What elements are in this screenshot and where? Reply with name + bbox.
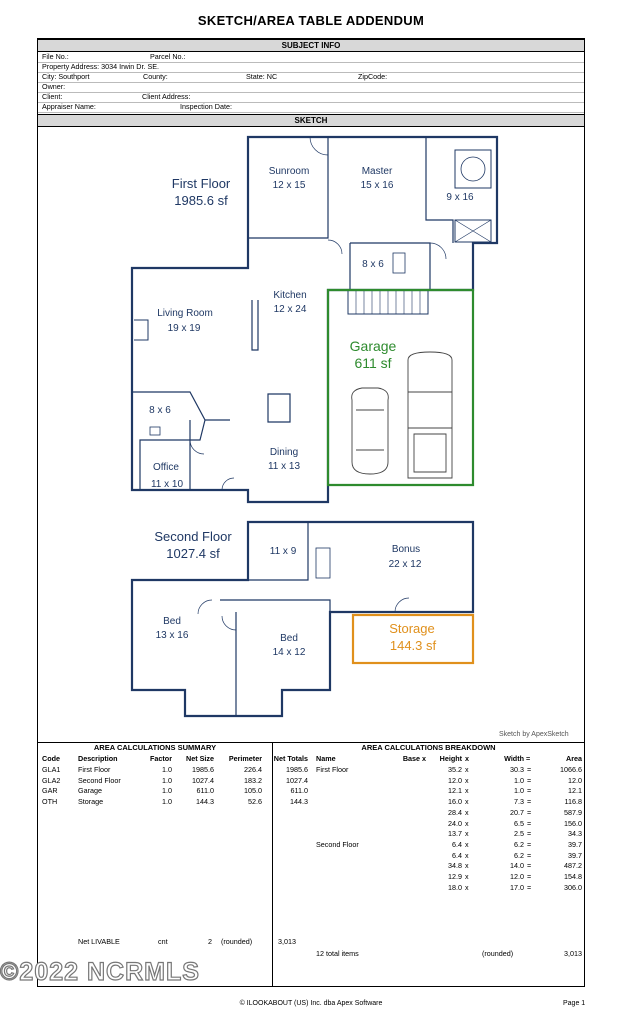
breakdown-eq: = [527, 839, 532, 849]
breakdown-height: 18.0 [448, 882, 462, 892]
summary-cell: GLA2 [42, 775, 61, 785]
summary-col-header: Perimeter [228, 754, 262, 763]
summary-cell: 105.0 [244, 786, 262, 796]
breakdown-height: 12.0 [448, 775, 462, 785]
summary-cell: Garage [78, 786, 102, 796]
office-label: Office [153, 462, 179, 473]
breakdown-x: x [465, 861, 469, 871]
breakdown-eq: = [527, 807, 532, 817]
summary-header: AREA CALCULATIONS SUMMARY [93, 743, 217, 752]
breakdown-width: 17.0 [510, 882, 524, 892]
breakdown-eq: = [527, 829, 532, 839]
bed2-dim: 14 x 12 [272, 647, 306, 658]
summary-cell: Second Floor [78, 775, 121, 785]
breakdown-col-header: x [465, 754, 469, 763]
breakdown-x: x [465, 786, 469, 796]
office-dim: 11 x 10 [150, 479, 184, 490]
client: Client: [42, 92, 63, 101]
first-floor-area: 1985.6 sf [174, 193, 228, 208]
breakdown-width: 14.0 [510, 861, 524, 871]
breakdown-x: x [465, 765, 469, 774]
breakdown-col-header: = [526, 754, 531, 763]
first-floor-title: First Floor [171, 176, 231, 191]
summary-cell: 1.0 [162, 786, 172, 796]
dining-dim: 11 x 13 [267, 461, 301, 472]
garage-area: 611 sf [354, 355, 392, 371]
page-title: SKETCH/AREA TABLE ADDENDUM [197, 13, 425, 28]
master-dim: 15 x 16 [360, 180, 394, 191]
bed1-label: Bed [163, 616, 181, 627]
summary-cell: First Floor [78, 765, 111, 774]
breakdown-height: 28.4 [448, 807, 462, 817]
breakdown-x: x [465, 818, 469, 828]
summary-col-header: Description [78, 754, 118, 763]
breakdown-x: x [465, 829, 469, 839]
client-address: Client Address: [142, 92, 191, 101]
breakdown-eq: = [527, 775, 532, 785]
breakdown-height: 16.0 [448, 797, 462, 807]
inspection-date: Inspection Date: [180, 102, 232, 111]
master-bath-dim: 9 x 16 [446, 192, 474, 203]
parcel-no: Parcel No.: [150, 52, 186, 61]
breakdown-x: x [465, 839, 469, 849]
summary-cell: 52.6 [248, 797, 262, 807]
breakdown-area: 154.8 [564, 872, 582, 881]
file-no: File No.: [42, 52, 69, 61]
breakdown-name: First Floor [316, 765, 349, 774]
net-livable-count: 2 [208, 937, 212, 946]
summary-col-header: Net Totals [273, 754, 308, 763]
summary-col-header: Code [42, 754, 60, 763]
breakdown-col-header: Base x [402, 754, 426, 763]
toilet [150, 427, 160, 435]
net-livable-total: 3,013 [278, 937, 296, 946]
laundry-appliance [393, 253, 405, 273]
breakdown-col-header: Name [316, 754, 336, 763]
breakdown-width: 6.2 [514, 850, 524, 860]
living-room-label: Living Room [157, 308, 213, 319]
breakdown-eq: = [527, 861, 532, 871]
breakdown-width: 1.0 [514, 775, 524, 785]
breakdown-height: 34.8 [448, 861, 462, 871]
sunroom-dim: 12 x 15 [272, 180, 306, 191]
breakdown-x: x [465, 797, 469, 807]
info-row-6 [38, 102, 584, 113]
breakdown-height: 24.0 [448, 818, 462, 828]
second-floor-title: Second Floor [154, 529, 232, 544]
breakdown-eq: = [527, 818, 532, 828]
summary-cell: OTH [42, 797, 58, 807]
bed1-dim: 13 x 16 [155, 630, 189, 641]
breakdown-area: 12.0 [568, 775, 582, 785]
breakdown-width: 7.3 [514, 797, 524, 807]
summary-col-header: Factor [150, 754, 172, 763]
breakdown-width: 2.5 [514, 829, 524, 839]
breakdown-area: 34.3 [568, 829, 582, 839]
city: City: Southport [42, 72, 90, 81]
property-address: Property Address: 3034 Irwin Dr. SE. [42, 62, 160, 71]
breakdown-col-header: Area [566, 754, 582, 763]
breakdown-width: 6.5 [514, 818, 524, 828]
net-livable-cnt: cnt [158, 937, 168, 946]
living-room-dim: 19 x 19 [167, 323, 201, 334]
summary-cell: 611.0 [196, 786, 214, 796]
master-label: Master [361, 166, 393, 177]
breakdown-x: x [465, 807, 469, 817]
summary-cell: 1985.6 [286, 765, 308, 774]
floor-plan-sketch [38, 127, 584, 741]
zipcode: ZipCode: [358, 72, 388, 81]
breakdown-area: 12.1 [568, 786, 582, 796]
half-bath-dim: 8 x 6 [149, 405, 171, 416]
breakdown-x: x [465, 882, 469, 892]
sunroom-label: Sunroom [268, 166, 310, 177]
breakdown-col-header: Width [504, 754, 524, 763]
bath2-dim: 11 x 9 [269, 546, 297, 557]
breakdown-area: 39.7 [568, 839, 582, 849]
summary-cell: GLA1 [42, 765, 61, 774]
appraiser-name: Appraiser Name: [42, 102, 96, 111]
breakdown-x: x [465, 872, 469, 881]
breakdown-width: 30.3 [510, 765, 524, 774]
summary-cell: Storage [78, 797, 104, 807]
breakdown-eq: = [527, 882, 532, 892]
first-floor-outline [132, 137, 497, 502]
net-livable-label: Net LIVABLE [78, 937, 120, 946]
breakdown-width: 6.2 [514, 839, 524, 849]
storage-title: Storage [389, 621, 435, 636]
breakdown-height: 6.4 [452, 850, 462, 860]
summary-cell: 144.3 [196, 797, 214, 807]
summary-cell: GAR [42, 786, 58, 796]
second-floor-area: 1027.4 sf [166, 546, 220, 561]
office-wall [190, 420, 230, 490]
breakdown-x: x [465, 775, 469, 785]
breakdown-eq: = [527, 765, 532, 774]
kitchen-dim: 12 x 24 [273, 304, 307, 315]
net-livable-rounded: (rounded) [221, 937, 253, 946]
breakdown-header: AREA CALCULATIONS BREAKDOWN [361, 743, 496, 752]
breakdown-area: 156.0 [564, 818, 582, 828]
kitchen-label: Kitchen [273, 290, 307, 301]
total-items: 12 total items [316, 949, 359, 958]
breakdown-eq: = [527, 797, 532, 807]
breakdown-name: Second Floor [316, 839, 359, 849]
breakdown-area: 487.2 [564, 861, 582, 871]
breakdown-eq: = [527, 786, 532, 796]
summary-cell: 226.4 [244, 765, 262, 774]
master-bath-wall [426, 137, 453, 243]
breakdown-height: 12.1 [448, 786, 462, 796]
storage-area: 144.3 sf [389, 638, 437, 653]
fireplace [134, 320, 148, 340]
summary-cell: 1.0 [162, 775, 172, 785]
breakdown-area: 306.0 [564, 882, 582, 892]
breakdown-area: 587.9 [564, 807, 582, 817]
breakdown-eq: = [527, 872, 532, 881]
summary-cell: 1027.4 [286, 775, 308, 785]
breakdown-height: 6.4 [452, 839, 462, 849]
owner: Owner: [42, 82, 66, 91]
summary-cell: 1985.6 [192, 765, 214, 774]
breakdown-total: 3,013 [564, 949, 582, 958]
truck-icon [408, 352, 452, 478]
sketch-header: SKETCH [38, 114, 584, 127]
dining-label: Dining [269, 447, 299, 458]
summary-cell: 1.0 [162, 765, 172, 774]
kitchen-counter [252, 300, 258, 350]
garage-title: Garage [349, 338, 397, 354]
watermark: ©2022 NCRMLS [0, 958, 200, 986]
breakdown-height: 35.2 [448, 765, 462, 774]
county: County: [143, 72, 168, 81]
upstairs-tub [316, 548, 330, 578]
breakdown-width: 12.0 [510, 872, 524, 881]
summary-cell: 611.0 [290, 786, 308, 796]
summary-cell: 183.2 [244, 775, 262, 785]
summary-cell: 1.0 [162, 797, 172, 807]
copyright: © ILOOKABOUT (US) Inc. dba Apex Software [239, 1000, 383, 1007]
breakdown-area: 39.7 [568, 850, 582, 860]
breakdown-rounded: (rounded) [482, 949, 514, 958]
breakdown-area: 1066.6 [560, 765, 582, 774]
breakdown-width: 20.7 [510, 807, 524, 817]
breakdown-width: 1.0 [514, 786, 524, 796]
kitchen-island [268, 394, 290, 422]
bonus-label: Bonus [391, 544, 421, 555]
summary-cell: 144.3 [290, 797, 308, 807]
subject-info-header: SUBJECT INFO [38, 39, 584, 52]
breakdown-x: x [465, 850, 469, 860]
breakdown-eq: = [527, 850, 532, 860]
bed2-label: Bed [280, 633, 298, 644]
car-icon [352, 388, 389, 474]
master-shower [455, 150, 491, 188]
breakdown-height: 12.9 [448, 872, 462, 881]
breakdown-area: 116.8 [564, 797, 582, 807]
laundry-dim: 8 x 6 [362, 259, 384, 270]
page-number: Page 1 [563, 1000, 586, 1007]
summary-cell: 1027.4 [192, 775, 214, 785]
sketch-credit: Sketch by ApexSketch [499, 731, 569, 738]
garage-outline [328, 290, 473, 485]
breakdown-col-header: Height [439, 754, 462, 763]
summary-col-header: Net Size [186, 754, 214, 763]
breakdown-height: 13.7 [448, 829, 462, 839]
state: State: NC [246, 72, 278, 81]
bonus-dim: 22 x 12 [388, 559, 422, 570]
